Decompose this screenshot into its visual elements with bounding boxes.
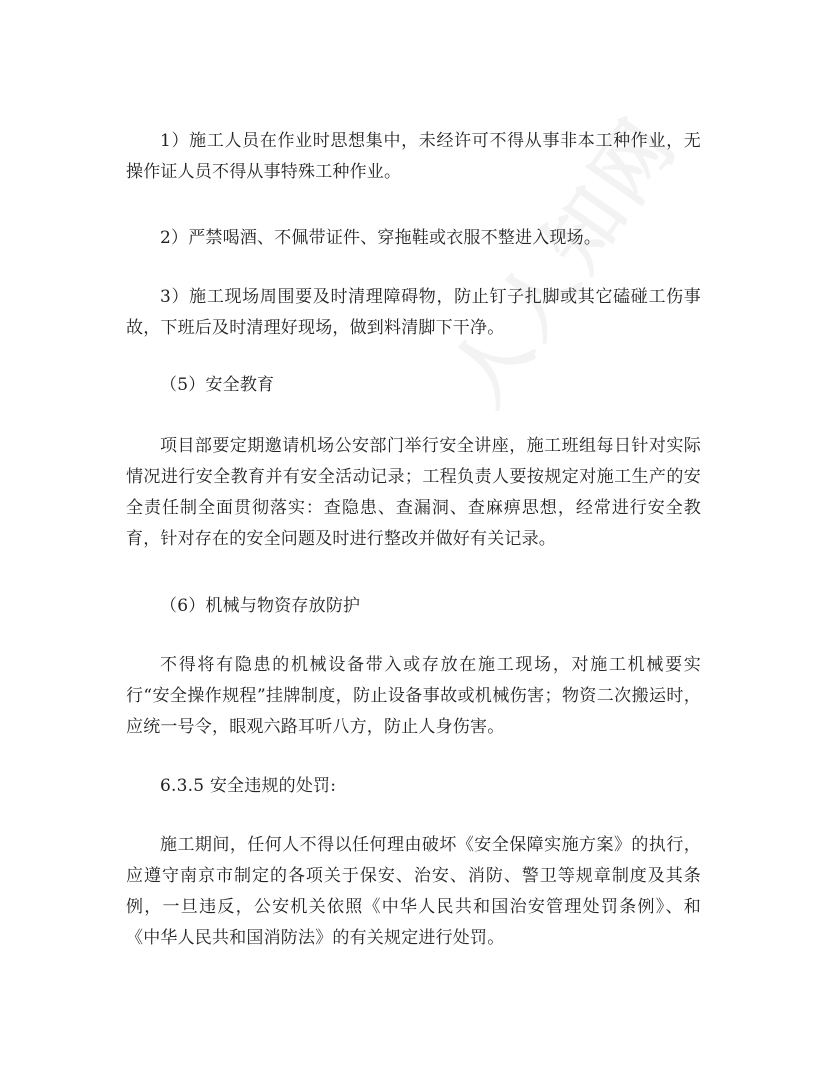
section-heading-safety-education: （5）安全教育 <box>160 375 275 395</box>
paragraph-violation-penalty: 施工期间，任何人不得以任何理由破坏《安全保障实施方案》的执行，应遵守南京市制定的各项关于保安、治安、消防、警卫等规章制度及其条例，一旦违反，公安机关依照《中华人民共和国治安管理处罚条例》、和《中华人民共和国消防法》的有关规定进行处罚。 <box>126 835 701 948</box>
paragraph-rule-2: 2）严禁喝酒、不佩带证件、穿拖鞋或衣服不整进入现场。 <box>160 228 602 248</box>
paragraph-rule-1: 1）施工人员在作业时思想集中，未经许可不得从事非本工种作业，无操作证人员不得从事特殊工种作业。 <box>126 131 701 182</box>
paragraph-safety-education: 项目部要定期邀请机场公安部门举行安全讲座，施工班组每日针对实际情况进行安全教育并有安全活动记录；工程负责人要按规定对施工生产的安全责任制全面贯彻落实：查隐患、查漏洞、查麻痹思想，经常进行安全教育，针对存在的安全问题及时进行整改并做好有关记录。 <box>126 436 701 549</box>
section-heading-violation-penalty: 6.3.5 安全违规的处罚: <box>160 776 337 796</box>
section-heading-machinery-protection: （6）机械与物资存放防护 <box>160 596 361 616</box>
paragraph-rule-3: 3）施工现场周围要及时清理障碍物，防止钉子扎脚或其它磕碰工伤事故，下班后及时清理好现场，做到料清脚下干净。 <box>126 287 701 338</box>
paragraph-machinery-protection: 不得将有隐患的机械设备带入或存放在施工现场，对施工机械要实行“安全操作规程”挂牌制度，防止设备事故或机械伤害；物资二次搬运时，应统一号令，眼观六路耳听八方，防止人身伤害。 <box>126 655 701 737</box>
